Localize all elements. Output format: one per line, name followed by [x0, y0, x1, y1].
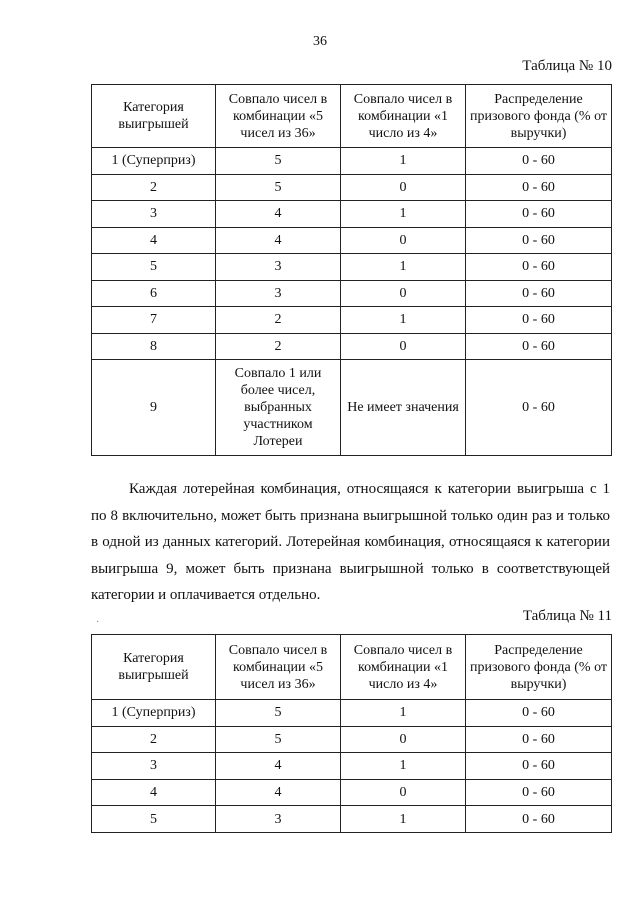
cell-category: 2: [92, 726, 216, 753]
header-matched-5-of-36: Совпало чисел в комбинации «5 чисел из 36»: [216, 85, 341, 148]
table-row: [92, 333, 612, 360]
cell-matched-extra: 1: [341, 753, 466, 780]
cell-category: 4: [92, 779, 216, 806]
cell-category: 4: [92, 227, 216, 254]
header-category: Категория выигрышей: [92, 635, 216, 700]
cell-matched-extra: Не имеет значения: [341, 360, 466, 456]
cell-category: 3: [92, 201, 216, 228]
cell-matched-main: 4: [216, 753, 341, 780]
cell-matched-main: 5: [216, 174, 341, 201]
cell-matched-extra: 1: [341, 201, 466, 228]
cell-prize-share: 0 - 60: [466, 227, 612, 254]
body-paragraph: Каждая лотерейная комбинация, относящаяся к категории выигрыша с 1 по 8 включительно, может быть признана выигрышной только один раз и только в одной из данных категорий. Лотерейная комбинация, относящаяся к категории выигрыша 9, может быть признана выигрышной только в соответствующей категории и оплачивается отдельно.: [91, 481, 610, 603]
cell-prize-share: 0 - 60: [466, 806, 612, 833]
header-category: Категория выигрышей: [92, 85, 216, 148]
cell-category: 2: [92, 174, 216, 201]
table-11: [91, 634, 612, 833]
table-header-row: [92, 85, 612, 148]
table-row: [92, 726, 612, 753]
table-row: [92, 307, 612, 334]
header-prize-fund: Распределение призового фонда (% от выручки): [466, 635, 612, 700]
table-row: [92, 753, 612, 780]
table-row: [92, 174, 612, 201]
cell-matched-extra: 0: [341, 726, 466, 753]
cell-matched-extra: 0: [341, 280, 466, 307]
table-row: [92, 148, 612, 175]
table-10: [91, 84, 612, 456]
cell-prize-share: 0 - 60: [466, 360, 612, 456]
table-row: [92, 360, 612, 456]
cell-category: 1 (Суперприз): [92, 148, 216, 175]
table-row: [92, 779, 612, 806]
cell-matched-main: 2: [216, 333, 341, 360]
cell-matched-extra: 0: [341, 333, 466, 360]
cell-matched-extra: 1: [341, 307, 466, 334]
cell-prize-share: 0 - 60: [466, 280, 612, 307]
table-11-caption: Таблица № 11: [522, 608, 612, 624]
page-number: 36: [313, 34, 327, 49]
cell-prize-share: 0 - 60: [466, 174, 612, 201]
header-matched-5-of-36: Совпало чисел в комбинации «5 чисел из 36»: [216, 635, 341, 700]
cell-matched-main: 3: [216, 806, 341, 833]
cell-matched-main: 4: [216, 201, 341, 228]
cell-matched-main: 3: [216, 254, 341, 281]
header-prize-fund: Распределение призового фонда (% от выручки): [466, 85, 612, 148]
cell-matched-main: 5: [216, 148, 341, 175]
cell-prize-share: 0 - 60: [466, 779, 612, 806]
cell-matched-main: Совпало 1 или более чисел, выбранных участником Лотереи: [216, 360, 341, 456]
cell-prize-share: 0 - 60: [466, 726, 612, 753]
cell-category: 1 (Суперприз): [92, 700, 216, 727]
table-row: [92, 201, 612, 228]
cell-matched-extra: 1: [341, 148, 466, 175]
cell-prize-share: 0 - 60: [466, 307, 612, 334]
cell-category: 9: [92, 360, 216, 456]
table-row: [92, 280, 612, 307]
cell-matched-main: 2: [216, 307, 341, 334]
cell-matched-extra: 0: [341, 227, 466, 254]
table-row: [92, 227, 612, 254]
cell-matched-extra: 1: [341, 254, 466, 281]
cell-prize-share: 0 - 60: [466, 254, 612, 281]
cell-prize-share: 0 - 60: [466, 148, 612, 175]
table-row: [92, 700, 612, 727]
cell-matched-main: 5: [216, 726, 341, 753]
cell-matched-main: 4: [216, 779, 341, 806]
cell-prize-share: 0 - 60: [466, 700, 612, 727]
cell-prize-share: 0 - 60: [466, 753, 612, 780]
cell-category: 5: [92, 806, 216, 833]
cell-prize-share: 0 - 60: [466, 333, 612, 360]
cell-category: 7: [92, 307, 216, 334]
cell-matched-main: 5: [216, 700, 341, 727]
cell-matched-extra: 1: [341, 806, 466, 833]
cell-category: 8: [92, 333, 216, 360]
table-row: [92, 254, 612, 281]
header-matched-1-of-4: Совпало чисел в комбинации «1 число из 4»: [341, 85, 466, 148]
table-10-caption: Таблица № 10: [522, 58, 612, 74]
cell-matched-main: 4: [216, 227, 341, 254]
cell-matched-main: 3: [216, 280, 341, 307]
cell-matched-extra: 0: [341, 174, 466, 201]
table-row: [92, 806, 612, 833]
table-header-row: [92, 635, 612, 700]
cell-category: 6: [92, 280, 216, 307]
cell-category: 3: [92, 753, 216, 780]
cell-category: 5: [92, 254, 216, 281]
scan-mark: ·: [96, 617, 100, 628]
header-matched-1-of-4: Совпало чисел в комбинации «1 число из 4»: [341, 635, 466, 700]
cell-matched-extra: 0: [341, 779, 466, 806]
cell-matched-extra: 1: [341, 700, 466, 727]
cell-prize-share: 0 - 60: [466, 201, 612, 228]
